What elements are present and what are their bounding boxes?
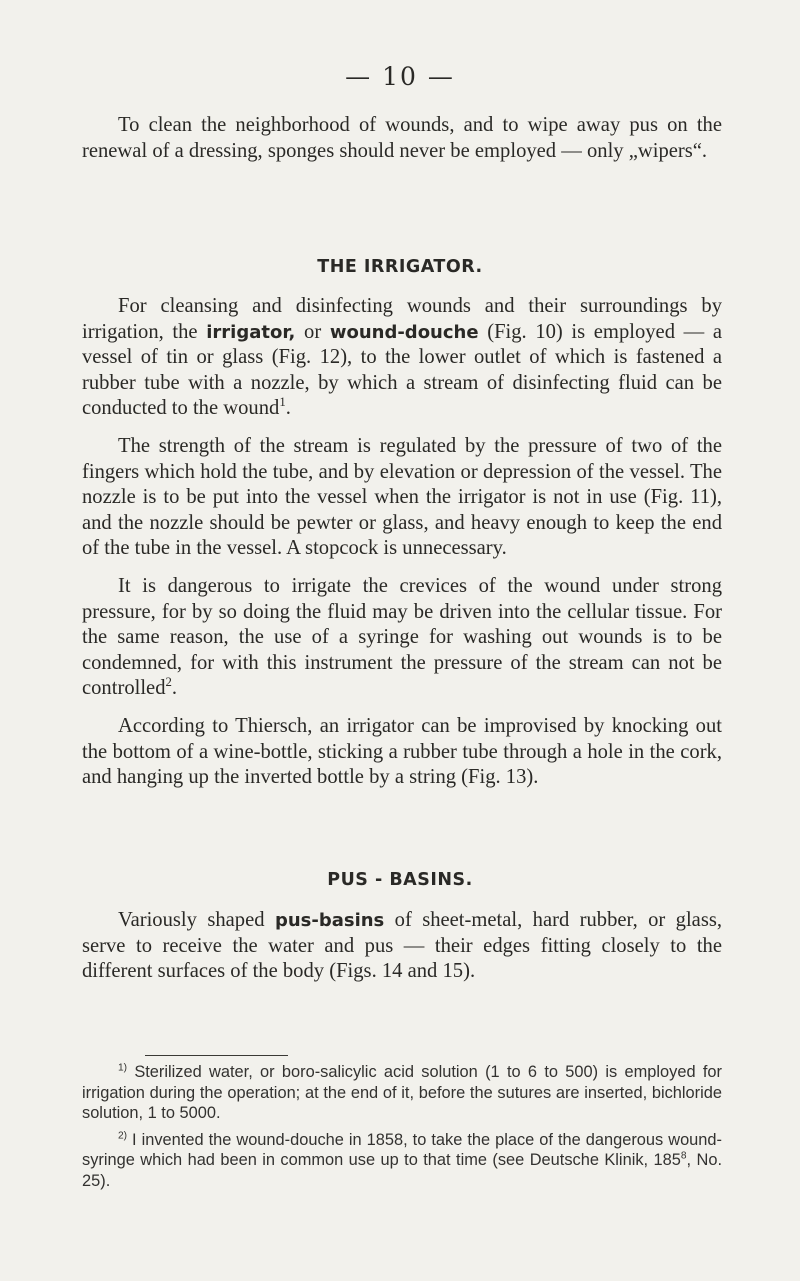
page-number: — 10 — [345, 62, 455, 91]
irrigator-section-body [82, 294, 722, 791]
irrigator-term: irrigator, [206, 321, 296, 343]
intro-paragraph: To clean the neighborhood of wounds, and to wipe away pus on the renewal of a dressing, sponges should never be employed — only „wipers“. [82, 114, 722, 162]
footnote-2-mark: 2) [118, 1130, 128, 1142]
footnote-separator [145, 1055, 288, 1056]
footnotes-block [82, 1062, 722, 1192]
intro-paragraph-block [82, 113, 722, 164]
irrigator-paragraph-3 [82, 574, 722, 702]
footnote-ref-1: 1 [279, 395, 286, 410]
pus-basins-paragraph [82, 908, 722, 985]
pus-basins-section-body [82, 908, 722, 985]
pus-basins-heading: PUS - BASINS. [327, 870, 473, 890]
irrigator-p1-text-c: (Fig. 10) is employed — a vessel of tin or glass (Fig. 12), to the lower outlet of which is fastened a rubber tube with a nozzle, by which a stream of disinfecting fluid can be conducted to the wound [82, 320, 722, 420]
irrigator-p1-text-d: . [285, 397, 291, 420]
footnote-1 [82, 1062, 722, 1124]
pus-basins-term: pus-basins [274, 910, 385, 931]
irrigator-heading: THE IRRIGATOR. [317, 257, 483, 277]
footnote-2-year-digit: 8 [680, 1150, 687, 1162]
irrigator-p1-text-b: or [295, 320, 322, 343]
irrigator-paragraph-1 [82, 294, 722, 422]
footnote-2 [82, 1130, 722, 1192]
irrigator-paragraph-4: According to Thiersch, an irrigator can be improvised by knocking out the bottom of a wine-bottle, sticking a rubber tube through a hole in the cork, and hanging up the inverted bottle by a string (Fig. 13). [82, 714, 722, 789]
pus-basins-text-a: Variously shaped [118, 909, 265, 931]
irrigator-p1-text-a: For cleansing and disinfecting wounds and their surroundings by irrigation, the [82, 295, 722, 343]
footnote-1-text: Sterilized water, or boro-salicylic acid solution (1 to 6 to 500) is employed for irrigation during the operation; at the end of it, before the sutures are inserted, bichloride solution, 1 to 5000. [82, 1063, 722, 1123]
footnote-2-end: , No. 25). [82, 1151, 722, 1190]
pus-basins-text-b: of sheet-metal, hard rubber, or glass, serve to receive the water and pus — their edges fitting closely to the different surfaces of the body (Figs. 14 and 15). [82, 909, 723, 983]
footnote-2-text: I invented the wound-douche in 1858, to take the place of the dangerous wound-syringe which had been in common use up to that time (see Deutsche Klinik, 185 [82, 1130, 722, 1170]
irrigator-p3-end: . [171, 677, 178, 700]
footnote-ref-2: 2 [165, 675, 172, 690]
footnote-1-mark: 1) [118, 1062, 128, 1074]
irrigator-paragraph-2: The strength of the stream is regulated by the pressure of two of the fingers which hold the tube, and by elevation or depression of the vessel. The nozzle is to be put into the vessel when the irrigator is not in use (Fig. 11), and the nozzle should be pewter or glass, and heavy enough to keep the end of the tube in the vessel. A stopcock is unnecessary. [82, 434, 722, 560]
irrigator-p3-text: It is dangerous to irrigate the crevices of the wound under strong pressure, for by so doing the fluid may be driven into the cellular tissue. For the same reason, the use of a syringe for washing out wounds is to be condemned, for with this instrument the pressure of the stream can not be controlled [82, 574, 722, 700]
wound-douche-term: wound-douche [329, 321, 479, 343]
